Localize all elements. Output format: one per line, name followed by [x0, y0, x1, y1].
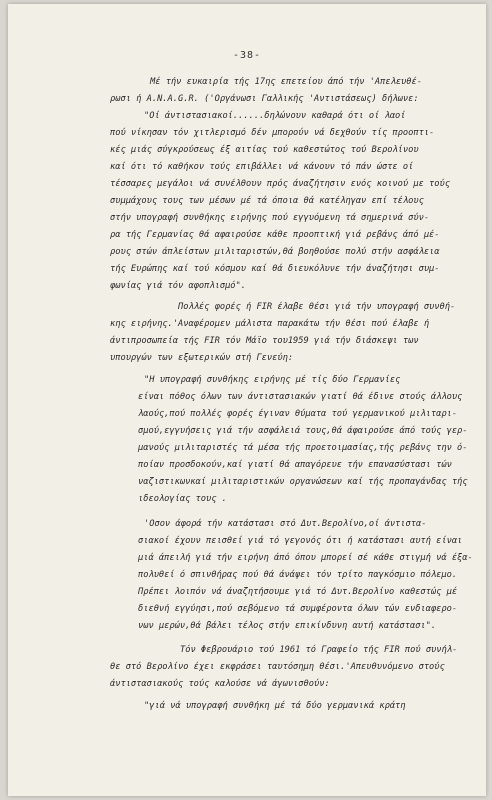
text-line: 'Οσον άφορά τήν κατάστασι στό Δυτ.Βερολίνο,οί άντιστα-: [144, 519, 427, 529]
text-line: ποίαν προσδοκούν,καί γιατί θά απαγόρευε τήν επανασύστασι τών: [138, 460, 452, 470]
page-number: -38-: [232, 50, 262, 61]
text-line: Πρέπει λοιπόν νά άναζητήσουμε γιά τό Δυτ.Βερολίνο καθεστώς μέ: [138, 587, 458, 597]
text-line: άντιπροσωπεία τής FIR τόν Μάϊο του1959 γιά τήν διάσκεψι των: [110, 336, 419, 346]
text-line: πολυθεί ό σπινθήρας πού θά άνάψει τόν τρίτο παγκόσμιο πόλεμο.: [138, 570, 458, 580]
text-line: "Οί άντιστασιακοί......δηλώνουν καθαρά ότι οί λαοί: [144, 111, 406, 121]
text-line: λαούς,πού πολλές φορές έγιναν θύματα τού γερμανικού μιλιταρι-: [138, 409, 458, 419]
text-line: ρους στών άπλείστων μιλιταριστών,θά βοηθούσε πολύ στήν ασφάλεια: [110, 247, 440, 257]
text-line: ναζιστικωνκαί μιλιταριστικών οργανώσεων καί τής προπαγάνδας τής: [138, 477, 468, 487]
text-line: άντιστασιακούς τούς καλούσε νά άγωνισθούν:: [110, 679, 330, 689]
text-line: ρα τής Γερμανίας θά αφαιρούσε κάθε προοπτική γιά ρεβάνς άπό μέ-: [110, 230, 440, 240]
text-line: κης ειρήνης.'Αναφέρομεν μάλιστα παρακάτω τήν θέσι πού έλαβε ή: [110, 319, 430, 329]
text-line: σιακοί έχουν πεισθεί γιά τό γεγονός ότι ή κατάστασι αυτή είναι: [138, 536, 463, 546]
text-line: είναι πόθος όλων των άντιστασιακών γιατί θά έδινε στούς άλλους: [138, 392, 463, 402]
text-line: υπουργών των εξωτερικών στή Γενεύη:: [110, 353, 294, 363]
text-line: σμού,εγγυήσεις γιά τήν ασφάλειά τους,θά άφαιρούσε άπό τούς γερ-: [138, 426, 468, 436]
text-line: "γιά νά υπογραφή συνθήκη μέ τά δύο γερμανικά κράτη: [144, 701, 406, 711]
text-line: θε στό Βερολίνο έχει εκφράσει ταυτόσημη θέσι.'Απευθυνόμενο στούς: [110, 662, 445, 672]
text-line: Πολλές φορές ή FIR έλαβε θέσι γιά τήν υπογραφή συνθή-: [178, 302, 456, 312]
text-line: καί ότι τό καθήκον τούς επιβάλλει νά κάνουν τό πάν ώστε οί: [110, 162, 414, 172]
text-line: Τόν Φεβρουάριο τού 1961 τό Γραφείο τής FIR πού συνήλ-: [180, 645, 458, 655]
text-line: τέσσαρες μεγάλοι νά συνέλθουν πρός άναζήτησιν ενός κοινού με τούς: [110, 179, 450, 189]
document-page: [8, 4, 486, 796]
text-line: ιδεολογίας τους .: [138, 494, 227, 504]
text-line: νων μερών,θά βάλει τέλος στήν επικίνδυνη αυτή κατάστασι".: [138, 621, 437, 631]
text-line: μιά άπειλή γιά τήν ειρήνη άπό όπου μπορεί σέ κάθε στιγμή νά έξα-: [138, 553, 473, 563]
text-line: Μέ τήν ευκαιρία τής 17ης επετείου άπό τήν 'Απελευθέ-: [150, 77, 422, 87]
text-line: "Η υπογραφή συνθήκης ειρήνης μέ τίς δύο Γερμανίες: [144, 375, 401, 385]
text-line: τής Ευρώπης καί τού κόσμου καί θά διευκόλυνε τήν άναζήτησι συμ-: [110, 264, 440, 274]
text-line: διεθνή εγγύησι,πού σεβόμενο τά συμφέροντα όλων τών ενδιαφερο-: [138, 604, 458, 614]
text-line: φωνίας γιά τόν αφοπλισμό".: [110, 281, 246, 291]
text-line: συμμάχους τους των μέσων μέ τά όποια θά κατέληγαν επί τέλους: [110, 196, 424, 206]
text-line: πού νίκησαν τόν χιτλερισμό δέν μπορούν νά δεχθούν τίς προοπτι-: [110, 128, 435, 138]
text-line: στήν υπογραφή συνθήκης ειρήνης πού εγγυόμενη τά σημερινά σύν-: [110, 213, 430, 223]
text-line: κές μιάς σύγκρούσεως έξ αιτίας τού καθεστώτος τού Βερολίνου: [110, 145, 419, 155]
text-line: ρωσι ή A.N.A.G.R. ('Οργάνωσι Γαλλικής 'Αντιστάσεως) δήλωνε:: [110, 94, 419, 104]
text-line: μανούς μιλιταριστές τά μέσα τής προετοιμασίας,τής ρεβάνς την ό-: [138, 443, 468, 453]
